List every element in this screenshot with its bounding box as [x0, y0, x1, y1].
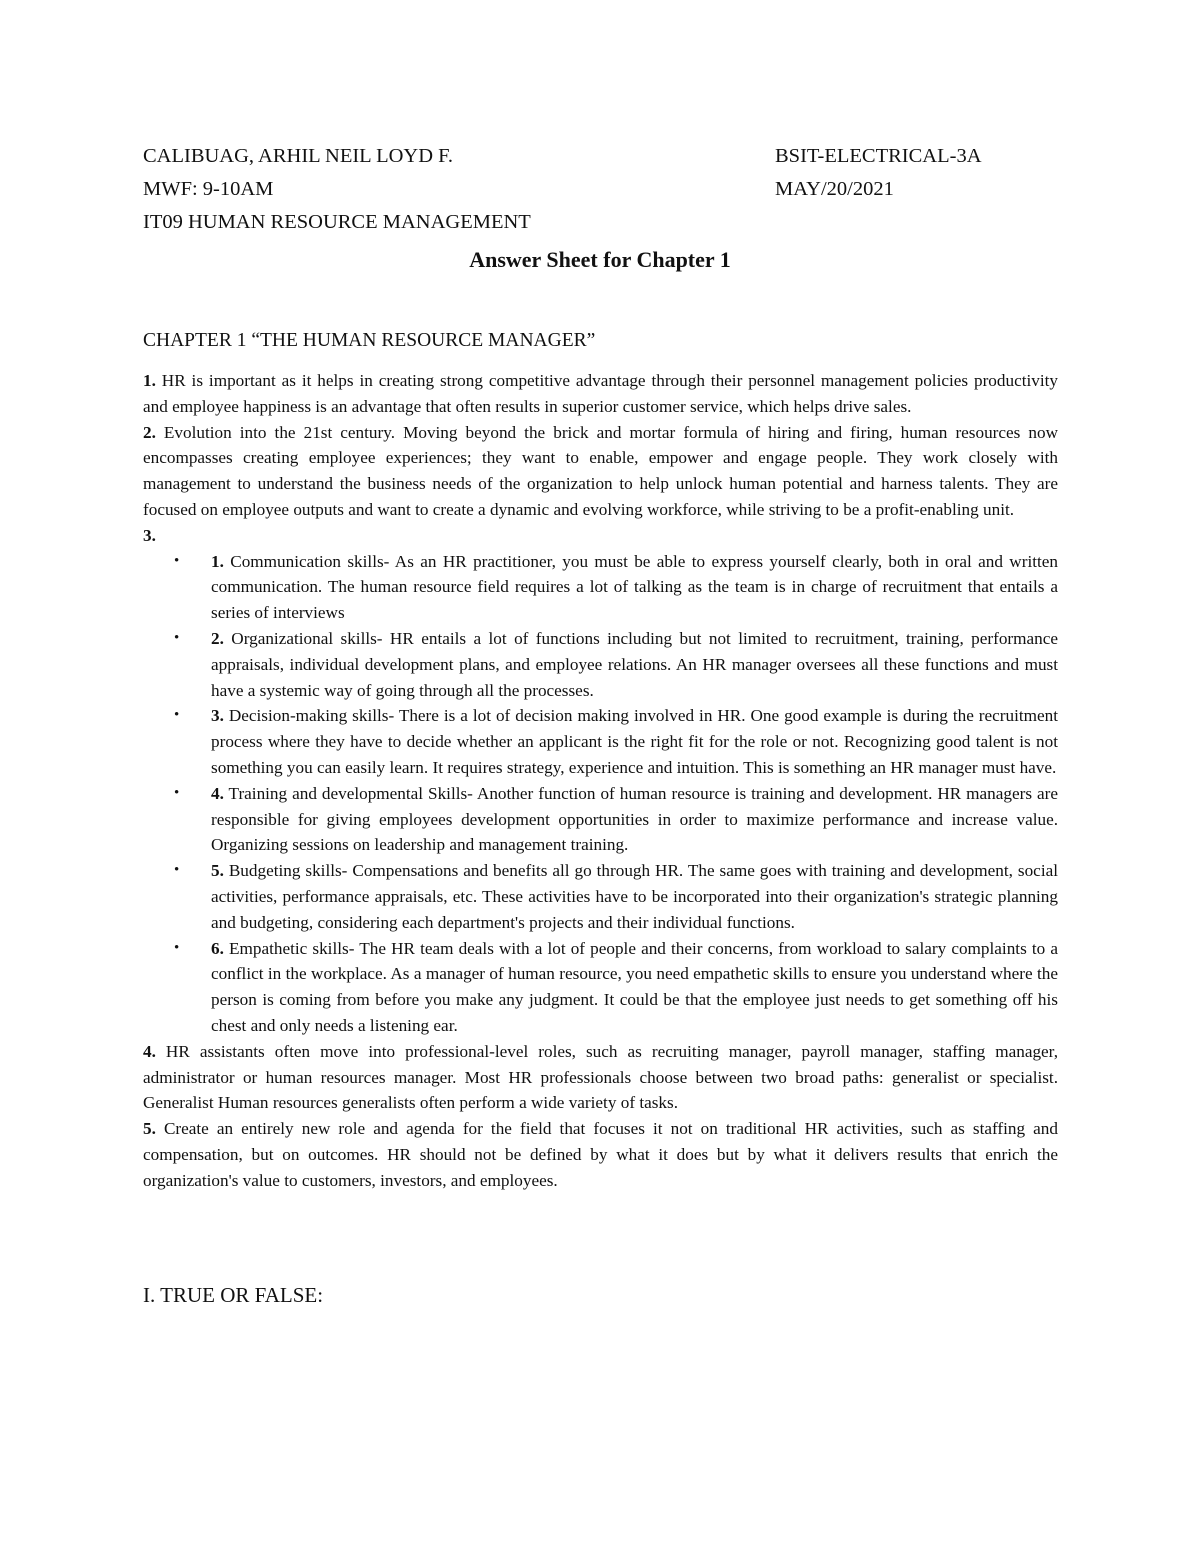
list-item [174, 858, 1058, 935]
answer-3 [143, 523, 1058, 549]
skill-number: 2. [211, 628, 224, 648]
answer-text: Evolution into the 21st century. Moving beyond the brick and mortar formula of hiring and firing, human resources now encompasses creating employee experiences; they want to enable, empower and engage people. They work closely with management to understand the business needs of the organization to help unlock human potential and harness talents. They are focused on employee outputs and want to create a dynamic and evolving workforce, while striving to be a profit-enabling unit. [143, 422, 1058, 519]
bullet-icon: • [174, 862, 180, 879]
list-item [174, 549, 1058, 626]
student-section: BSIT-ELECTRICAL-3A [775, 145, 982, 167]
list-item [174, 781, 1058, 858]
answer-text: HR is important as it helps in creating strong competitive advantage through their personnel management policies productivity and employee happiness is an advantage that often results in superior customer service, which helps drive sales. [143, 371, 1058, 416]
answer-4 [143, 1039, 1058, 1116]
student-name: CALIBUAG, ARHIL NEIL LOYD F. [143, 145, 454, 167]
answer-text: Create an entirely new role and agenda for the field that focuses it not on traditional HR activities, such as staffing and compensation, but on outcomes. HR should not be defined by what it does but by what it delivers results that enrich the organization's value to customers, investors, and employees. [143, 1119, 1058, 1190]
bullet-icon: • [174, 784, 180, 801]
list-item [174, 936, 1058, 1039]
header-row-2 [143, 173, 1058, 206]
skills-list [143, 549, 1058, 1039]
course-title: IT09 HUMAN RESOURCE MANAGEMENT [143, 211, 531, 233]
document-page [143, 140, 1058, 1310]
skill-number: 1. [211, 551, 224, 571]
skill-text: Organizational skills- HR entails a lot of functions including but not limited to recruitment, training, performance appraisals, individual development plans, and employee relations. An HR manager oversees all these functions and must have a systemic way of going through all the processes. [211, 628, 1058, 700]
list-item [174, 626, 1058, 703]
answer-1 [143, 368, 1058, 420]
page-title: Answer Sheet for Chapter 1 [469, 247, 731, 272]
answer-2 [143, 420, 1058, 523]
skill-number: 4. [211, 783, 224, 803]
chapter-heading: CHAPTER 1 “THE HUMAN RESOURCE MANAGER” [143, 330, 596, 351]
bullet-icon: • [174, 629, 180, 646]
answer-number: 5. [143, 1119, 156, 1139]
skill-number: 3. [211, 706, 224, 726]
answer-number: 3. [143, 525, 156, 545]
answer-number: 1. [143, 371, 156, 390]
bullet-icon: • [174, 552, 180, 569]
skill-text: Budgeting skills- Compensations and benefits all go through HR. The same goes with training and development, social activities, performance appraisals, etc. These activities have to be incorporated into their organization's strategic planning and budgeting, considering each department's projects and their individual functions. [211, 861, 1058, 932]
bullet-icon: • [174, 707, 180, 724]
submission-date: MAY/20/2021 [775, 178, 894, 200]
answer-5 [143, 1116, 1058, 1193]
skill-text: Empathetic skills- The HR team deals with a lot of people and their concerns, from workload to salary complaints to a conflict in the workplace. As a manager of human resource, you need empathetic skills to ensure you understand where the person is coming from before you make any judgment. It could be that the employee just needs to get something off his chest and only needs a listening ear. [211, 938, 1058, 1035]
skill-number: 6. [211, 938, 224, 958]
answer-number: 2. [143, 422, 156, 442]
answer-text: HR assistants often move into professional-level roles, such as recruiting manager, payroll manager, staffing manager, administrator or human resources manager. Most HR professionals choose between two broad paths: generalist or specialist. Generalist Human resources generalists often perform a wide variety of tasks. [143, 1041, 1058, 1113]
skill-text: Training and developmental Skills- Another function of human resource is training and development. HR managers are responsible for giving employees development opportunities in order to maximize performance and increase value. Organizing sessions on leadership and management training. [211, 783, 1058, 855]
answer-number: 4. [143, 1041, 156, 1061]
skill-number: 5. [211, 861, 224, 881]
list-item [174, 703, 1058, 780]
class-schedule: MWF: 9-10AM [143, 178, 274, 200]
skill-text: Decision-making skills- There is a lot of decision making involved in HR. One good example is during the recruitment process where they have to decide whether an applicant is the right fit for the role or not. Recognizing good talent is not something you can easily learn. It requires strategy, experience and intuition. This is something an HR manager must have. [211, 706, 1058, 777]
header-row-1 [143, 140, 1058, 173]
true-or-false-heading: I. TRUE OR FALSE: [143, 1282, 324, 1307]
skill-text: Communication skills- As an HR practitioner, you must be able to express yourself clearly, both in oral and written communication. The human resource field requires a lot of talking as the team is in charge of recruitment that entails a series of interviews [211, 551, 1058, 623]
answers-body [143, 368, 1058, 1194]
bullet-icon: • [174, 939, 180, 956]
